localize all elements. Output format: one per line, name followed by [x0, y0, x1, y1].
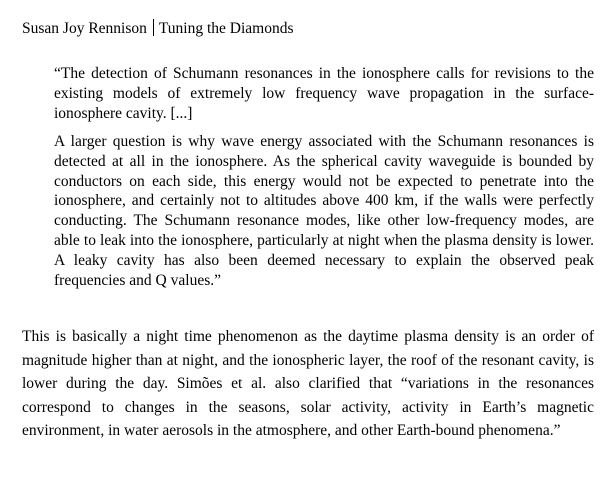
quote-paragraph-2: A larger question is why wave energy associated with the Schumann resonances is detected at all in the ionosphere. As the spherical cavity waveguide is bounded by conductors on each side, this energy would not be expected to penetrate into the ionosphere, and certainly not to altitudes above 400 km, if the walls were perfectly conducting. The Schumann resonance modes, like other low-frequency modes, are able to leak into the ionosphere, particularly at night when the plasma density is lower. A leaky cavity has also been deemed necessary to explain the observed peak frequencies and Q values.” — [54, 132, 594, 290]
quote-paragraph-1: “The detection of Schumann resonances in the ionosphere calls for revisions to the existing models of extremely low frequency wave propagation in the surface-ionosphere cavity. [...] — [54, 65, 594, 122]
header-author: Susan Joy Rennison — [22, 20, 147, 37]
body-paragraph: This is basically a night time phenomenon as the daytime plasma density is an order of magnitude higher than at night, and the ionospheric layer, the roof of the resonant cavity, is lower during the day. Simões et al. also clarified that “variations in the resonances correspond to changes in the seasons, solar activity, activity in Earth’s magnetic environment, in water aerosols in the atmosphere, and other Earth-bound phenomena.” — [22, 328, 594, 440]
header-book-title: Tuning the Diamonds — [158, 20, 294, 37]
running-header — [22, 19, 294, 39]
header-separator — [153, 19, 154, 36]
block-quote — [54, 64, 594, 291]
